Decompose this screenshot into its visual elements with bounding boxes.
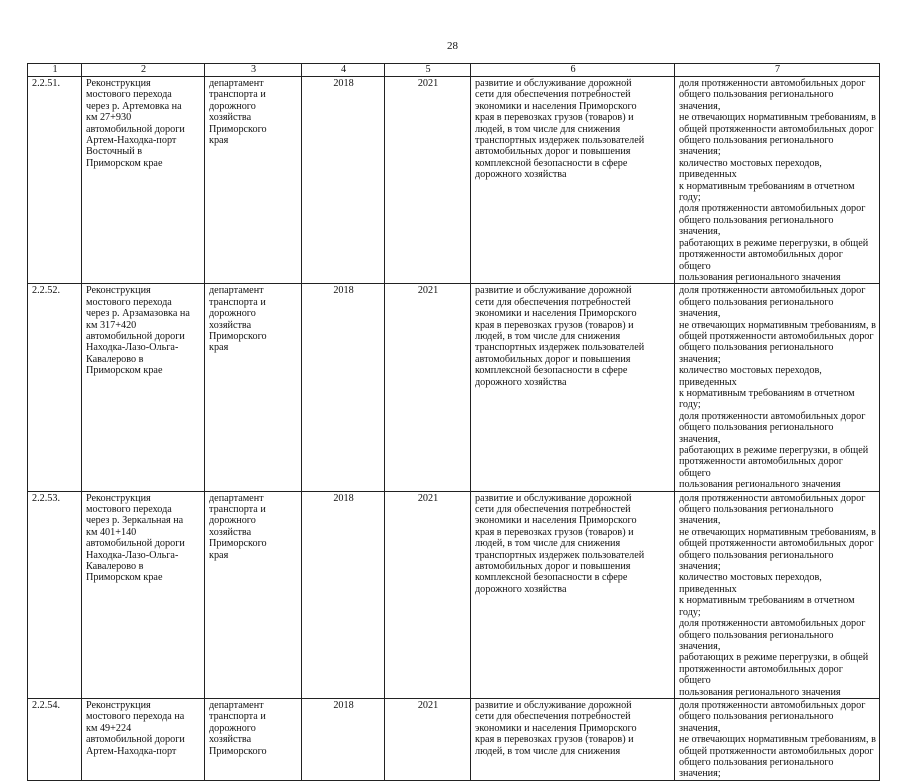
end-year: 2021 (385, 284, 471, 491)
column-header: 5 (385, 64, 471, 77)
page-number: 28 (447, 40, 458, 52)
table-header-row (28, 64, 880, 77)
row-code: 2.2.52. (28, 284, 82, 491)
indicators: доля протяженности автомобильных дорог общего пользования регионального значения, не отвечающих нормативным требованиям, в общей протяженности автомобильных дорог общего пользования регионального значения; количество мостовых переходов, приведенных к нормативным требованиям в отчетном году; доля протяженности автомобильных дорог общего пользования регионального значения, работающих в режиме перегрузки, в общей протяженности автомобильных дорог общего пользования регионального значения (675, 77, 880, 284)
expected-result: развитие и обслуживание дорожной сети для обеспечения потребностей экономики и населения Приморского края в перевозках грузов (товаров) и людей, в том числе для снижения (471, 698, 675, 780)
start-year: 2018 (302, 491, 385, 698)
column-header: 4 (302, 64, 385, 77)
row-code: 2.2.54. (28, 698, 82, 780)
expected-result: развитие и обслуживание дорожной сети для обеспечения потребностей экономики и населения Приморского края в перевозках грузов (товаров) и людей, в том числе для снижения транспортных издержек пользователей автомобильных дорог и повышения комплексной безопасности в сфере дорожного хозяйства (471, 77, 675, 284)
executor: департамент транспорта и дорожного хозяйства Приморского края (205, 284, 302, 491)
table-row (28, 77, 880, 284)
table-row (28, 698, 880, 780)
column-header: 2 (82, 64, 205, 77)
indicators: доля протяженности автомобильных дорог общего пользования регионального значения, не отвечающих нормативным требованиям, в общей протяженности автомобильных дорог общего пользования регионального значения; количество мостовых переходов, приведенных к нормативным требованиям в отчетном году; доля протяженности автомобильных дорог общего пользования регионального значения, работающих в режиме перегрузки, в общей протяженности автомобильных дорог общего пользования регионального значения (675, 284, 880, 491)
program-table (27, 63, 880, 781)
indicators: доля протяженности автомобильных дорог общего пользования регионального значения, не отвечающих нормативным требованиям, в общей протяженности автомобильных дорог общего пользования регионального значения; количество мостовых переходов, приведенных к нормативным требованиям в отчетном году; доля протяженности автомобильных дорог общего пользования регионального значения, работающих в режиме перегрузки, в общей протяженности автомобильных дорог общего пользования регионального значения (675, 491, 880, 698)
expected-result: развитие и обслуживание дорожной сети для обеспечения потребностей экономики и населения Приморского края в перевозках грузов (товаров) и людей, в том числе для снижения транспортных издержек пользователей автомобильных дорог и повышения комплексной безопасности в сфере дорожного хозяйства (471, 491, 675, 698)
executor: департамент транспорта и дорожного хозяйства Приморского (205, 698, 302, 780)
measure-name: Реконструкция мостового перехода через р. Зеркальная на км 401+140 автомобильной дороги Находка-Лазо-Ольга- Кавалерово в Приморском крае (82, 491, 205, 698)
end-year: 2021 (385, 698, 471, 780)
measure-name: Реконструкция мостового перехода через р. Арзамазовка на км 317+420 автомобильной дороги Находка-Лазо-Ольга- Кавалерово в Приморском крае (82, 284, 205, 491)
start-year: 2018 (302, 698, 385, 780)
end-year: 2021 (385, 77, 471, 284)
measure-name: Реконструкция мостового перехода на км 49+224 автомобильной дороги Артем-Находка-порт (82, 698, 205, 780)
measure-name: Реконструкция мостового перехода через р. Артемовка на км 27+930 автомобильной дороги Артем-Находка-порт Восточный в Приморском крае (82, 77, 205, 284)
expected-result: развитие и обслуживание дорожной сети для обеспечения потребностей экономики и населения Приморского края в перевозках грузов (товаров) и людей, в том числе для снижения транспортных издержек пользователей автомобильных дорог и повышения комплексной безопасности в сфере дорожного хозяйства (471, 284, 675, 491)
row-code: 2.2.51. (28, 77, 82, 284)
executor: департамент транспорта и дорожного хозяйства Приморского края (205, 77, 302, 284)
column-header: 3 (205, 64, 302, 77)
indicators: доля протяженности автомобильных дорог общего пользования регионального значения, не отвечающих нормативным требованиям, в общей протяженности автомобильных дорог общего пользования регионального значения; (675, 698, 880, 780)
table-row (28, 491, 880, 698)
start-year: 2018 (302, 77, 385, 284)
column-header: 7 (675, 64, 880, 77)
table-row (28, 284, 880, 491)
row-code: 2.2.53. (28, 491, 82, 698)
column-header: 1 (28, 64, 82, 77)
end-year: 2021 (385, 491, 471, 698)
column-header: 6 (471, 64, 675, 77)
executor: департамент транспорта и дорожного хозяйства Приморского края (205, 491, 302, 698)
start-year: 2018 (302, 284, 385, 491)
